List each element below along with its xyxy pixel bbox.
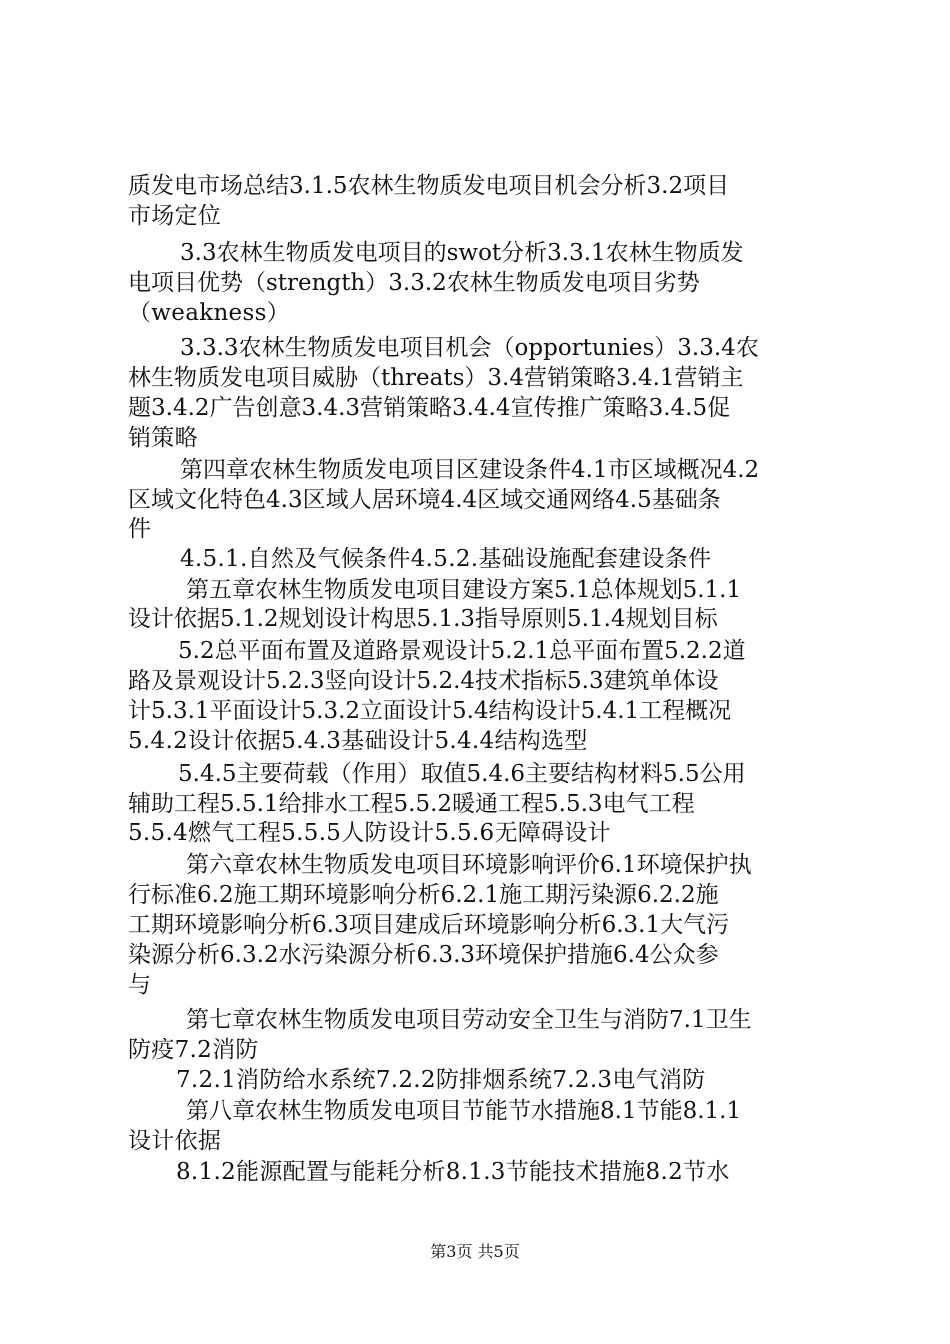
text-line: 5.2总平面布置及道路景观设计5.2.1总平面布置5.2.2道 [178,638,746,664]
text-line: 4.5.1.自然及气候条件4.5.2.基础设施配套建设条件 [180,546,712,572]
text-line: 5.4.5主要荷载（作用）取值5.4.6主要结构材料5.5公用 [178,761,746,787]
text-line: 第七章农林生物质发电项目劳动安全卫生与消防7.1卫生 [186,1007,752,1033]
text-line: 设计依据 [128,1128,222,1154]
text-line: 行标准6.2施工期环境影响分析6.2.1施工期污染源6.2.2施 [128,882,719,908]
text-line: 8.1.2能源配置与能耗分析8.1.3节能技术措施8.2节水 [176,1159,730,1185]
text-line: 第五章农林生物质发电项目建设方案5.1总体规划5.1.1 [186,577,742,603]
text-line: 题3.4.2广告创意3.4.3营销策略3.4.4宣传推广策略3.4.5促 [128,395,731,421]
text-line: 与 [128,972,152,998]
text-line: 计5.3.1平面设计5.3.2立面设计5.4结构设计5.4.1工程概况 [128,698,732,724]
text-line: 市场定位 [128,203,222,229]
text-line: 5.4.2设计依据5.4.3基础设计5.4.4结构选型 [128,728,588,754]
text-line: 电项目优势（strength）3.3.2农林生物质发电项目劣势 [128,270,700,296]
text-line: 5.5.4燃气工程5.5.5人防设计5.5.6无障碍设计 [128,820,611,846]
text-line: 第八章农林生物质发电项目节能节水措施8.1节能8.1.1 [186,1098,742,1124]
text-line: 路及景观设计5.2.3竖向设计5.2.4技术指标5.3建筑单体设 [128,668,719,694]
text-line: 染源分析6.3.2水污染源分析6.3.3环境保护措施6.4公众参 [128,942,719,968]
text-line: 销策略 [128,425,198,451]
text-line: 防疫7.2消防 [128,1037,259,1063]
text-line: 第四章农林生物质发电项目区建设条件4.1市区域概况4.2 [180,457,760,483]
text-line: 设计依据5.1.2规划设计构思5.1.3指导原则5.1.4规划目标 [128,606,718,632]
text-line: 区域文化特色4.3区域人居环境4.4区域交通网络4.5基础条 [128,487,721,513]
text-line: 3.3.3农林生物质发电项目机会（opportunies）3.3.4农 [180,335,759,361]
text-line: 质发电市场总结3.1.5农林生物质发电项目机会分析3.2项目 [128,173,730,199]
text-line: 3.3农林生物质发电项目的swot分析3.3.1农林生物质发 [180,240,744,266]
text-line: 林生物质发电项目威胁（threats）3.4营销策略3.4.1营销主 [128,365,744,391]
text-line: （weakness） [128,300,290,326]
page-number-footer: 第3页 共5页 [430,1242,520,1261]
text-line: 第六章农林生物质发电项目环境影响评价6.1环境保护执 [186,852,752,878]
text-line: 7.2.1消防给水系统7.2.2防排烟系统7.2.3电气消防 [176,1067,706,1093]
text-line: 辅助工程5.5.1给排水工程5.5.2暖通工程5.5.3电气工程 [128,791,695,817]
text-line: 工期环境影响分析6.3项目建成后环境影响分析6.3.1大气污 [128,912,730,938]
text-line: 件 [128,516,152,542]
